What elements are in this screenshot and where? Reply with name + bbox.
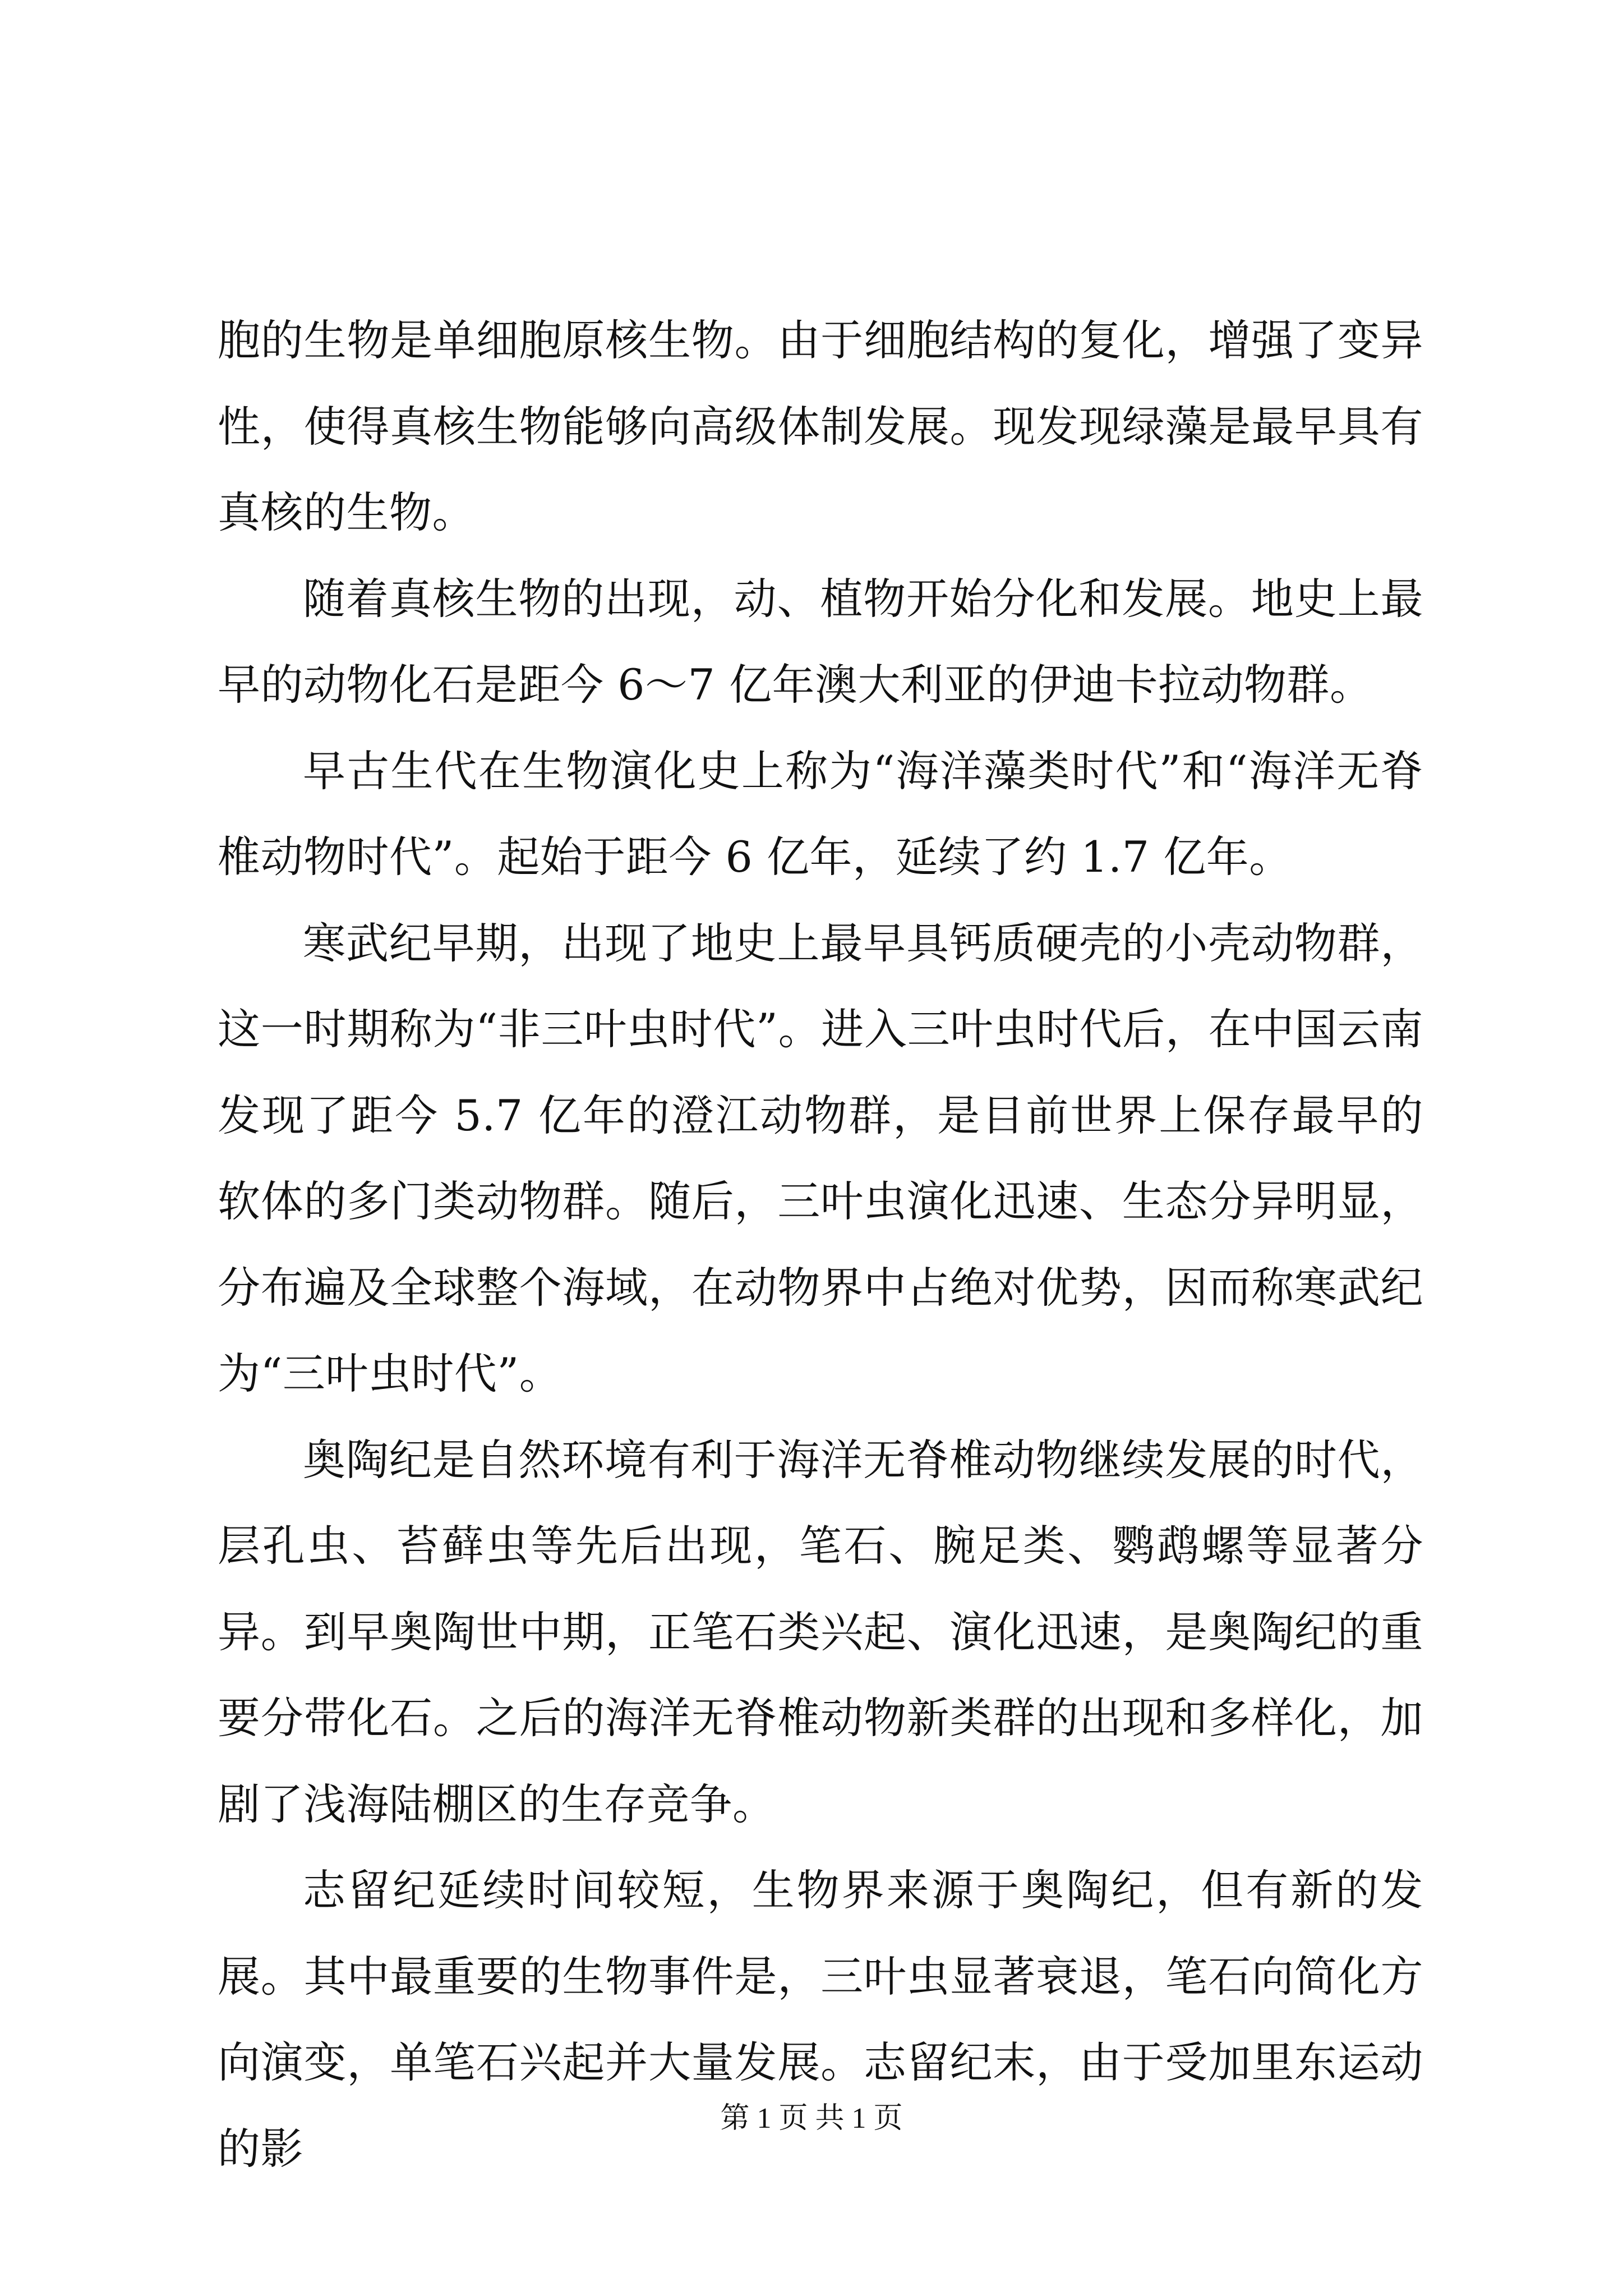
page-number-label: 第 1 页 共 1 页 [720, 2102, 903, 2134]
text-line: 奥陶纪是自然环境有利于海洋无脊椎动物继续发展的时代， [303, 1434, 1423, 1485]
text-line: 带化石。之后的海洋无脊椎动物新类群的出现和多样化，加剧了 [218, 1693, 1424, 1829]
text-line: 寒武纪早期，出现了地史上最早具钙质硬壳的小壳动物群， [303, 918, 1423, 968]
text-line: 早的动物化石是距今 6～7 亿年澳大利亚的伊迪卡拉动物群。 [218, 660, 1373, 710]
text-line: 志留纪延续时间较短，生物界来源于奥陶纪，但有新的发展。 [218, 1865, 1423, 2001]
paragraph-1 [218, 297, 1423, 556]
text-line: 胞的生物是单细胞原核生物。由于细胞结构的复化，增强了变异 [218, 315, 1423, 365]
text-line: 为“三叶虫时代”。 [218, 1349, 562, 1398]
text-line: 这一时期称为“非三叶虫时代”。进入三叶虫时代后，在中国云 [218, 1004, 1381, 1054]
text-line: 随着真核生物的出现，动、植物开始分化和发展。地史上最 [303, 573, 1423, 624]
page-footer [0, 2099, 1623, 2138]
text-line: 早古生代在生物演化史上称为“海洋藻类时代”和“海洋无 [303, 746, 1381, 796]
text-line: 性，使得真核生物能够向高级体制发展。现发现绿藻是最早具有 [218, 401, 1423, 452]
text-line: 到早奥陶世中期，正笔石类兴起、演化迅速，是奥陶纪的重要分 [218, 1607, 1424, 1743]
text-line: 软体的多门类动物群。随后，三叶虫演化迅速、生态分异明显， [218, 1176, 1423, 1226]
paragraph-2 [218, 556, 1423, 728]
text-line: 变，单笔石兴起并大量发展。志留纪末，由于受加里东运动的影 [218, 2037, 1424, 2174]
text-line: 脊椎动物时代”。起始于距今 6 亿年，延续了约 1.7 亿年。 [218, 746, 1423, 882]
text-line: 分布遍及全球整个海域，在动物界中占绝对优势，因而称寒武纪 [218, 1262, 1423, 1313]
text-line: 浅海陆棚区的生存竞争。 [303, 1779, 776, 1829]
paragraph-5 [218, 1417, 1423, 1848]
paragraph-4 [218, 900, 1423, 1417]
text-line: 南发现了距今 5.7 亿年的澄江动物群，是目前世界上保存最早的 [218, 1004, 1423, 1140]
text-line: 层孔虫、苔藓虫等先后出现，笔石、腕足类、鹦鹉螺等显著分异。 [218, 1521, 1423, 1657]
paragraph-6 [218, 1847, 1423, 2192]
document-body [218, 297, 1423, 2192]
paragraph-3 [218, 728, 1423, 900]
text-line: 其中最重要的生物事件是，三叶虫显著衰退，笔石向简化方向演 [218, 1951, 1424, 2087]
text-line: 真核的生物。 [218, 487, 475, 537]
